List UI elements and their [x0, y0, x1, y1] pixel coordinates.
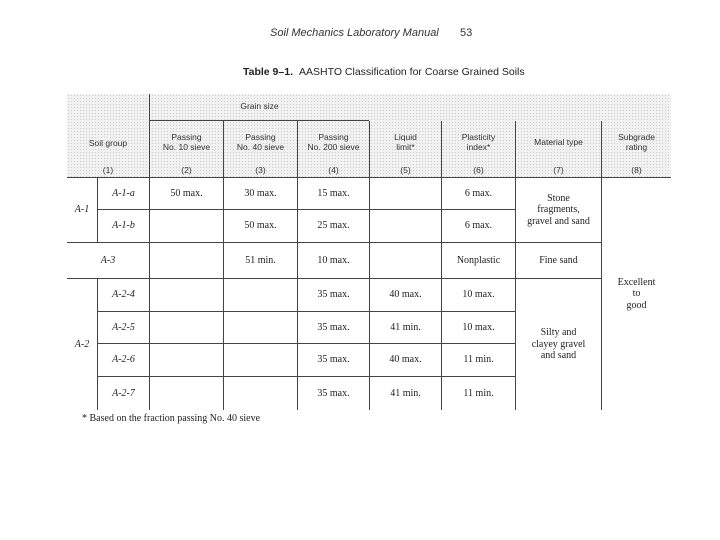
a25-plasticity-index: 10 max. — [441, 312, 515, 344]
a3-plasticity-index: Nonplastic — [441, 243, 515, 279]
a26-liquid-limit: 40 max. — [369, 344, 441, 377]
a1b-plasticity-index: 6 max. — [441, 210, 515, 243]
a1b-passing-40: 50 max. — [223, 210, 297, 243]
a24-plasticity-index: 10 max. — [441, 279, 515, 312]
a27-passing-40 — [223, 377, 297, 410]
a25-passing-40 — [223, 312, 297, 344]
a1b-passing-200: 25 max. — [297, 210, 369, 243]
table-footnote: * Based on the fraction passing No. 40 sieve — [82, 413, 261, 424]
a3-passing-40: 51 min. — [223, 243, 297, 279]
a1a-passing-40: 30 max. — [223, 178, 297, 210]
material-type-a1: Stone fragments, gravel and sand — [515, 178, 601, 243]
a1a-liquid-limit — [369, 178, 441, 210]
a1b-passing-10 — [149, 210, 223, 243]
subgroup-a27: A-2-7 — [97, 377, 149, 410]
table-caption — [243, 66, 525, 78]
a25-passing-200: 35 max. — [297, 312, 369, 344]
a25-passing-10 — [149, 312, 223, 344]
a26-passing-10 — [149, 344, 223, 377]
col-header-material-type: Material type — [515, 121, 601, 164]
a1b-liquid-limit — [369, 210, 441, 243]
a25-liquid-limit: 41 min. — [369, 312, 441, 344]
subgroup-a24: A-2-4 — [97, 279, 149, 312]
group-label-a2: A-2 — [67, 279, 97, 410]
a3-passing-200: 10 max. — [297, 243, 369, 279]
a24-liquid-limit: 40 max. — [369, 279, 441, 312]
a1a-passing-200: 15 max. — [297, 178, 369, 210]
col-num-1: (1) — [67, 164, 149, 178]
a1a-passing-10: 50 max. — [149, 178, 223, 210]
subgroup-a1a: A-1-a — [97, 178, 149, 210]
col-header-liquid-limit: Liquid limit* — [369, 121, 441, 164]
page-number: 53 — [460, 27, 473, 39]
manual-title: Soil Mechanics Laboratory Manual — [270, 27, 439, 39]
group-label-a3: A-3 — [67, 243, 149, 279]
a27-plasticity-index: 11 min. — [441, 377, 515, 410]
col-header-plasticity-index: Plasticity index* — [441, 121, 515, 164]
a24-passing-10 — [149, 279, 223, 312]
a26-passing-40 — [223, 344, 297, 377]
subgroup-a26: A-2-6 — [97, 344, 149, 377]
col-num-8: (8) — [601, 164, 671, 178]
material-type-a2: Silty and clayey gravel and sand — [515, 279, 601, 410]
col-num-2: (2) — [149, 164, 223, 178]
a27-passing-10 — [149, 377, 223, 410]
col-num-4: (4) — [297, 164, 369, 178]
col-num-3: (3) — [223, 164, 297, 178]
col-header-soil-group: Soil group — [88, 138, 128, 149]
group-label-a1: A-1 — [67, 178, 97, 243]
a26-plasticity-index: 11 min. — [441, 344, 515, 377]
table-label: Table 9–1. — [243, 66, 293, 78]
a3-passing-10 — [149, 243, 223, 279]
a26-passing-200: 35 max. — [297, 344, 369, 377]
subgrade-rating-value: Excellent to good — [601, 178, 671, 410]
table-title: AASHTO Classification for Coarse Grained Soils — [299, 66, 525, 78]
subgroup-a25: A-2-5 — [97, 312, 149, 344]
subgroup-a1b: A-1-b — [97, 210, 149, 243]
a27-passing-200: 35 max. — [297, 377, 369, 410]
a24-passing-40 — [223, 279, 297, 312]
aashto-table — [67, 94, 671, 410]
col-num-6: (6) — [441, 164, 515, 178]
material-type-a3: Fine sand — [515, 243, 601, 279]
col-header-subgrade-rating: Subgrade rating — [601, 121, 671, 164]
col-header-passing-200: Passing No. 200 sieve — [297, 121, 369, 164]
a24-passing-200: 35 max. — [297, 279, 369, 312]
col-num-7: (7) — [515, 164, 601, 178]
col-header-passing-10: Passing No. 10 sieve — [149, 121, 223, 164]
a1a-plasticity-index: 6 max. — [441, 178, 515, 210]
col-num-5: (5) — [369, 164, 441, 178]
col-header-passing-40: Passing No. 40 sieve — [223, 121, 297, 164]
a3-liquid-limit — [369, 243, 441, 279]
a27-liquid-limit: 41 min. — [369, 377, 441, 410]
grain-size-header: Grain size — [149, 94, 369, 121]
